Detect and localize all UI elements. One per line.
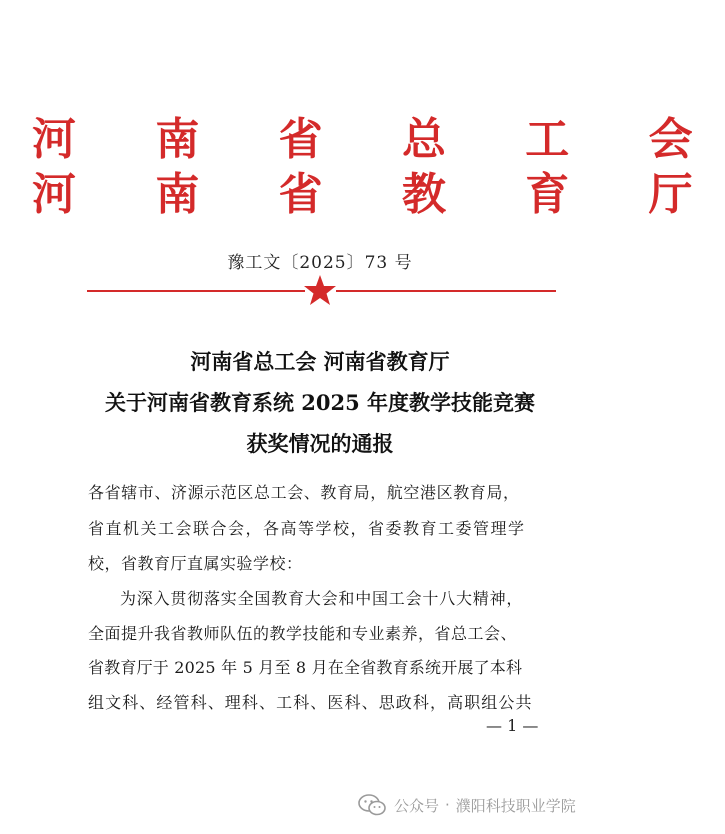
body-paragraph-line: 组文科、经管科、理科、工科、医科、思政科，高职组公共: [88, 693, 533, 712]
red-divider-right: [336, 290, 556, 292]
recipients-line: 省直机关工会联合会，各高等学校，省委教育工委管理学: [88, 519, 526, 538]
body-paragraph-line: 全面提升我省教师队伍的教学技能和专业素养，省总工会、: [88, 624, 518, 643]
issuer-name-union: 河 南 省 总 工 会: [32, 114, 725, 165]
watermark-account-name: 濮阳科技职业学院: [455, 796, 576, 815]
red-divider-left: [87, 290, 305, 292]
document-title-line-2: 关于河南省教育系统 2025 年度教学技能竞赛: [104, 390, 536, 415]
red-star-icon: [303, 273, 337, 307]
wechat-icon: [358, 794, 386, 816]
document-number: 豫工文〔2025〕73 号: [227, 253, 413, 273]
watermark-separator: ·: [445, 796, 450, 814]
issuer-name-education-dept: 河 南 省 教 育 厅: [32, 169, 725, 220]
recipients-line: 各省辖市、济源示范区总工会、教育局，航空港区教育局，: [88, 483, 520, 502]
document-title-line-3: 获奖情况的通报: [246, 431, 394, 456]
page-number: — 1 —: [486, 716, 539, 735]
document-title-line-1: 河南省总工会 河南省教育厅: [190, 349, 450, 374]
watermark-prefix: 公众号: [394, 796, 440, 815]
recipients-line: 校，省教育厅直属实验学校：: [88, 554, 303, 573]
body-paragraph-line: 为深入贯彻落实全国教育大会和中国工会十八大精神，: [120, 589, 524, 608]
body-paragraph-line: 省教育厅于 2025 年 5 月至 8 月在全省教育系统开展了本科: [88, 658, 523, 677]
wechat-watermark: [358, 790, 576, 820]
